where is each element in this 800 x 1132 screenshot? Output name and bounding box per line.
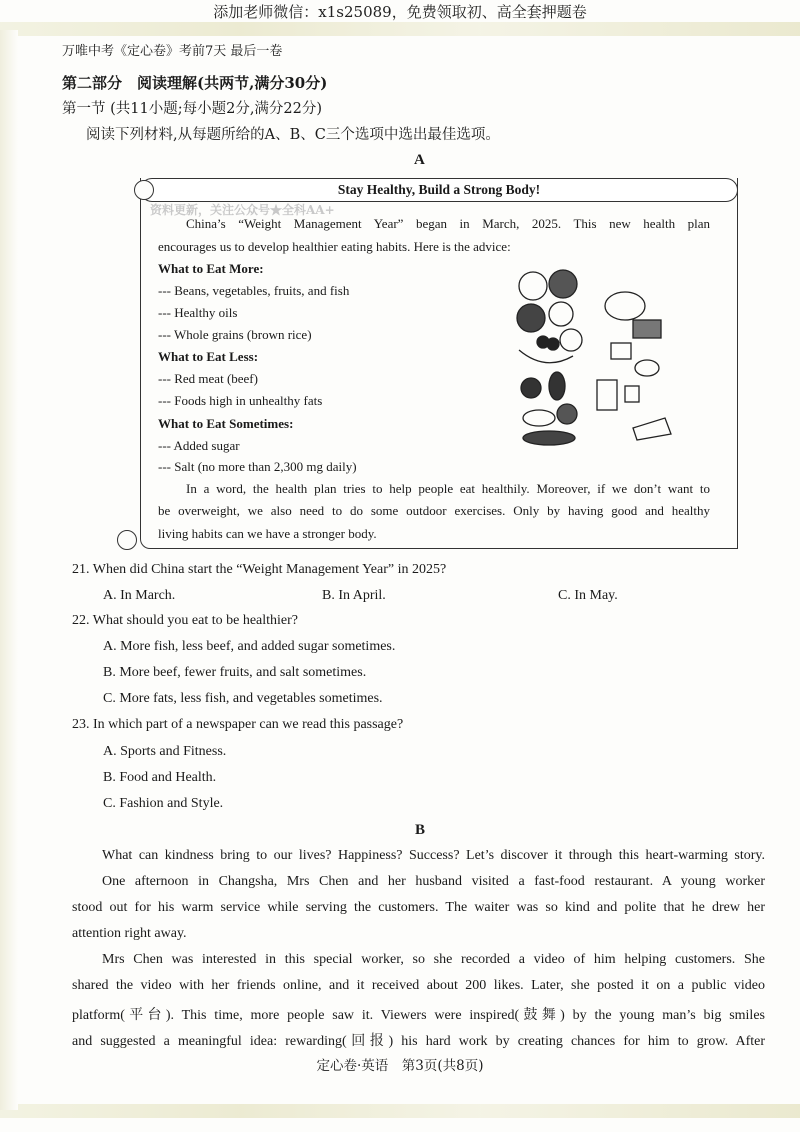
- group-heading-less: What to Eat Less:: [158, 349, 259, 364]
- passage-b-line: stood out for his warm service while serving the customers. The waiter was so kind and polite that he drew her: [72, 900, 765, 915]
- list-item: --- Beans, vegetables, fruits, and fish: [158, 283, 350, 298]
- option: A. In March.: [103, 588, 176, 603]
- scroll-curl-icon: [117, 530, 137, 550]
- passage-b-line: and suggested a meaningful idea: rewarding(回报) his hard work by creating chances for him to grow. After: [72, 1034, 765, 1049]
- tomato-icon: [557, 404, 577, 424]
- list-item: --- Foods high in unhealthy fats: [158, 393, 323, 408]
- orange-icon: [519, 272, 547, 300]
- list-item: --- Salt (no more than 2,300 mg daily): [158, 459, 357, 474]
- option: B. Food and Health.: [103, 770, 217, 785]
- melon-icon: [519, 350, 573, 363]
- list-item: --- Red meat (beef): [158, 371, 258, 386]
- corn-icon: [523, 410, 555, 426]
- list-item: --- Added sugar: [158, 438, 240, 453]
- option: A. Sports and Fitness.: [103, 744, 227, 759]
- page-footer: 定心卷·英语 第3页(共8页): [316, 1058, 484, 1074]
- option: B. More beef, fewer fruits, and salt sometimes.: [103, 665, 367, 680]
- passage-b-label: B: [415, 822, 426, 838]
- passage-a-label: A: [414, 152, 425, 168]
- chicken-icon: [605, 292, 645, 320]
- passage-b-line: platform(平台). This time, more people saw it. Viewers were inspired(鼓舞) by the young man’s big smiles: [72, 1008, 765, 1023]
- question-21: 21. When did China start the “Weight Management Year” in 2025?: [72, 562, 447, 577]
- question-22: 22. What should you eat to be healthier?: [72, 613, 299, 628]
- closing-line: living habits can we have a stronger body.: [158, 526, 377, 541]
- question-23: 23. In which part of a newspaper can we read this passage?: [72, 717, 404, 732]
- option: C. More fats, less fish, and vegetables sometimes.: [103, 691, 383, 706]
- scan-streak: [0, 1104, 800, 1118]
- food-illustration: [515, 268, 675, 448]
- option: B. In April.: [322, 588, 386, 603]
- yogurt-icon: [625, 386, 639, 402]
- part-title: 第二部分 阅读理解(共两节,满分30分): [62, 74, 328, 92]
- exam-header: 万唯中考《定心卷》考前7天 最后一卷: [62, 44, 283, 59]
- meat-icon: [633, 320, 661, 338]
- apple-icon: [549, 302, 573, 326]
- list-item: --- Healthy oils: [158, 305, 238, 320]
- option: C. Fashion and Style.: [103, 796, 224, 811]
- closing-line: In a word, the health plan tries to help people eat healthily. Moreover, if we don’t want to: [186, 481, 710, 496]
- kiwi-half-icon: [560, 329, 582, 351]
- closing-line: be overweight, we also need to do some outdoor exercises. Only by having good and healthy: [158, 503, 710, 518]
- intro-line: China’s “Weight Management Year” began in March, 2025. This new health plan: [186, 216, 710, 231]
- intro-line: encourages us to develop healthier eating habits. Here is the advice:: [158, 239, 511, 254]
- fruit-icon: [549, 270, 577, 298]
- cucumber-icon: [523, 431, 575, 445]
- group-heading-sometimes: What to Eat Sometimes:: [158, 416, 294, 431]
- steak-icon: [635, 360, 659, 376]
- pepper-icon: [521, 378, 541, 398]
- option: C. In May.: [558, 588, 618, 603]
- eggplant-icon: [549, 372, 565, 400]
- passage-watermark: 资料更新，关注公众号★全科AA+: [150, 203, 335, 217]
- passage-a-title: Stay Healthy, Build a Strong Body!: [140, 178, 738, 202]
- passage-b-line: One afternoon in Changsha, Mrs Chen and her husband visited a fast-food restaurant. A young worker: [102, 874, 765, 889]
- scan-streak: [0, 22, 800, 36]
- passage-b-line: What can kindness bring to our lives? Happiness? Success? Let’s discover it through this heart-warming story.: [102, 848, 765, 863]
- cheese-icon: [633, 418, 671, 440]
- list-item: --- Whole grains (brown rice): [158, 327, 312, 342]
- fish-icon: [611, 343, 631, 359]
- passage-b-line: shared the video with her friends online, and it received about 200 likes. Later, she posted it on a public video: [72, 978, 765, 993]
- milk-icon: [597, 380, 617, 410]
- kiwi-icon: [517, 304, 545, 332]
- top-watermark: 添加老师微信：x1s25089，免费领取初、高全套押题卷: [213, 3, 587, 21]
- option: A. More fish, less beef, and added sugar sometimes.: [103, 639, 396, 654]
- group-heading-more: What to Eat More:: [158, 261, 264, 276]
- scan-edge: [0, 30, 18, 1110]
- passage-b-line: Mrs Chen was interested in this special worker, so she recorded a video of him helping customers. She: [102, 952, 765, 967]
- scroll-curl-icon: [134, 180, 154, 200]
- instruction: 阅读下列材料,从每题所给的A、B、C三个选项中选出最佳选项。: [86, 127, 500, 143]
- passage-b-line: attention right away.: [72, 926, 187, 941]
- section-title: 第一节 (共11小题;每小题2分,满分22分): [62, 101, 323, 117]
